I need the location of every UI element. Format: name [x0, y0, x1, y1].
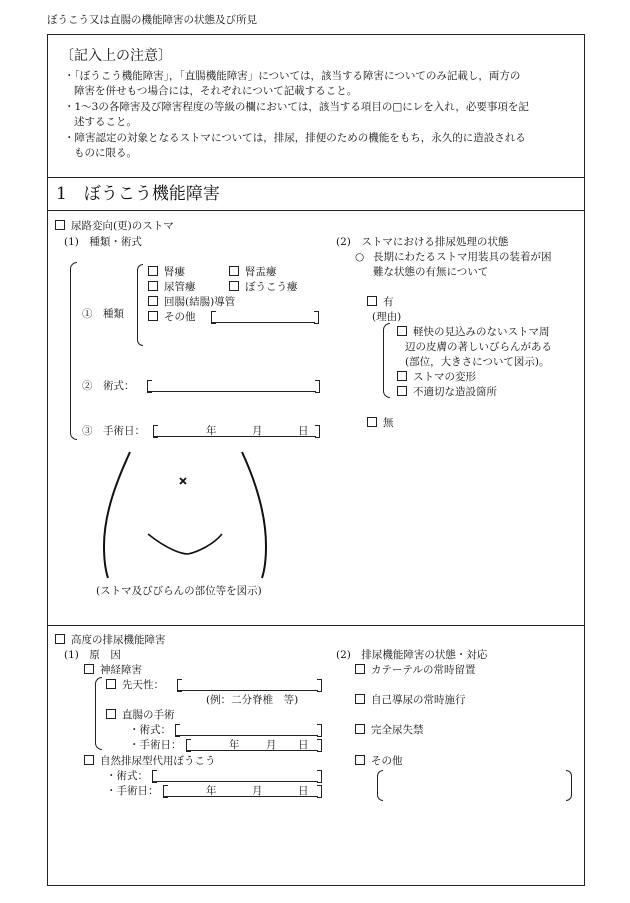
no-checkbox[interactable]	[367, 417, 377, 427]
option-pyelostomy: 腎盂瘻	[229, 265, 277, 279]
rectal-date-month: 月	[266, 739, 277, 751]
neuro-brace	[95, 677, 102, 750]
note-3-line-1: ・障害認定の対象となるストマについては，排尿，排便のための機能をもち，永久的に造設される	[64, 132, 526, 144]
natural-date-year: 年	[206, 785, 217, 797]
date-day-unit: 日	[298, 425, 309, 437]
state-subheading: (2) 排尿機能障害の状態・対応	[336, 649, 488, 661]
severe-heading: 高度の排尿機能障害	[55, 633, 166, 647]
note-1-line-1: ・「ぼうこう機能障害」，「直腸機能障害」については，該当する障害についてのみ記載し，両方の	[64, 70, 521, 82]
state-self-catheterization: 自己導尿の常時施行	[355, 693, 466, 707]
nephrostomy-checkbox[interactable]	[148, 266, 158, 276]
surgery-date-label: ③ 手術日：	[82, 425, 145, 437]
natural-method-label: ・術式：	[106, 770, 148, 782]
date-bracket-right	[315, 425, 320, 438]
other-type-bracket-right	[314, 311, 319, 324]
navel-mark	[180, 478, 186, 484]
natural-bladder-checkbox[interactable]	[84, 755, 94, 765]
method-field[interactable]	[148, 391, 316, 392]
reason-1: 軽快の見込みのないストマ周	[397, 325, 550, 339]
notes-heading: 〔記入上の注意〕	[60, 48, 172, 64]
option-nephrostomy: 腎瘻	[148, 265, 185, 279]
note-3-line-2: ものに限る。	[74, 147, 137, 159]
ureterostomy-checkbox[interactable]	[148, 281, 158, 291]
reason-1-line-2: 辺の皮膚の著しいびらんがある	[405, 341, 552, 353]
reason-erosion-checkbox[interactable]	[397, 326, 407, 336]
incontinence-checkbox[interactable]	[355, 724, 365, 734]
body-outline-right	[242, 452, 266, 578]
cystostomy-checkbox[interactable]	[229, 281, 239, 291]
catheter-checkbox[interactable]	[355, 664, 365, 674]
self-catheterization-checkbox[interactable]	[355, 694, 365, 704]
reason-3: 不適切な造設箇所	[397, 385, 497, 399]
other-state-bracket-left	[377, 770, 383, 801]
state-catheter: カテーテルの常時留置	[355, 663, 475, 677]
section-title: 1 ぼうこう機能障害	[56, 184, 220, 204]
congenital-example: (例：二分脊椎 等)	[206, 694, 299, 706]
option-ileal-conduit: 回腸(結腸)導管	[148, 295, 235, 309]
stoma-subheading-type: (1) 種類・術式	[64, 236, 142, 248]
rectal-method-field[interactable]	[176, 735, 318, 736]
natural-date-month: 月	[252, 785, 263, 797]
surgery-date-field[interactable]	[154, 436, 316, 437]
rectal-method-bracket-right	[317, 724, 322, 737]
divider-stoma	[47, 625, 584, 626]
document-title: ぼうこう又は直腸の機能障害の状態及び所見	[47, 14, 257, 26]
rectal-surgery-item: 直腸の手術	[106, 708, 175, 722]
other-type-field[interactable]	[212, 322, 315, 323]
reason-1-line-3: (部位，大きさについて図示)。	[405, 356, 550, 368]
question-line-2: 難な状態の有無について	[373, 266, 489, 278]
reason-placement-checkbox[interactable]	[397, 386, 407, 396]
answer-yes: 有	[367, 295, 394, 309]
congenital-bracket-right	[317, 679, 322, 692]
divider-notes	[47, 177, 584, 178]
natural-date-day: 日	[298, 785, 309, 797]
reason-brace	[383, 323, 390, 398]
diagram-caption: (ストマ及びびらんの部位等を図示)	[96, 585, 262, 597]
rectal-date-label: ・手術日：	[129, 739, 182, 751]
body-outline-left	[104, 452, 130, 578]
divider-section-title	[47, 210, 584, 211]
other-state-bracket-right	[566, 770, 572, 801]
rectal-surgery-checkbox[interactable]	[106, 709, 116, 719]
method-label: ② 術式：	[82, 380, 135, 392]
natural-date-bracket-right	[317, 785, 322, 798]
type-group-brace	[70, 262, 77, 440]
natural-date-label: ・手術日：	[106, 785, 159, 797]
note-2-line-1: ・1～3の各障害及び障害程度の等級の欄においては，該当する項目の□にレを入れ，必要事項を記	[64, 101, 529, 113]
date-year-unit: 年	[206, 425, 217, 437]
question-line-1: 長期にわたるストマ用装具の装着が困	[373, 251, 552, 263]
state-incontinence: 完全尿失禁	[355, 723, 424, 737]
rectal-date-bracket-right	[317, 739, 322, 752]
congenital-field[interactable]	[178, 690, 318, 691]
rectal-date-year: 年	[229, 739, 240, 751]
option-other: その他	[148, 310, 196, 324]
natural-method-field[interactable]	[153, 781, 318, 782]
stoma-heading: 尿路変向(更)のストマ	[55, 219, 174, 233]
natural-date-field[interactable]	[164, 796, 318, 797]
natural-bladder-item: 自然排尿型代用ぼうこう	[84, 754, 216, 768]
cause-subheading: (1) 原 因	[64, 649, 121, 661]
ileal-conduit-checkbox[interactable]	[148, 296, 158, 306]
rectal-method-label: ・術式：	[129, 724, 171, 736]
note-1-line-2: 障害を併せもつ場合には，それぞれについて記載すること。	[74, 85, 358, 97]
reason-2: ストマの変形	[397, 370, 476, 384]
groin-line	[148, 534, 222, 554]
state-other: その他	[355, 754, 403, 768]
body-diagram[interactable]	[96, 450, 286, 580]
neuro-item: 神経障害	[84, 663, 142, 677]
drainage-subheading: (2) ストマにおける排尿処理の状態	[336, 236, 509, 248]
stoma-checkbox[interactable]	[55, 220, 65, 230]
reason-deformation-checkbox[interactable]	[397, 371, 407, 381]
other-state-checkbox[interactable]	[355, 755, 365, 765]
severe-checkbox[interactable]	[55, 634, 65, 644]
neuro-checkbox[interactable]	[84, 664, 94, 674]
option-cystostomy: ぼうこう瘻	[229, 280, 298, 294]
note-2-line-2: 述すること。	[74, 116, 137, 128]
congenital-item: 先天性：	[106, 678, 164, 692]
question-mark: ○	[355, 251, 365, 263]
other-state-field[interactable]	[384, 772, 564, 798]
option-ureterostomy: 尿管瘻	[148, 280, 196, 294]
reason-label: (理由)	[372, 311, 402, 323]
congenital-checkbox[interactable]	[106, 679, 116, 689]
answer-no: 無	[367, 416, 394, 430]
yes-checkbox[interactable]	[367, 296, 377, 306]
pyelostomy-checkbox[interactable]	[229, 266, 239, 276]
natural-method-bracket-right	[317, 770, 322, 783]
method-bracket-right	[315, 380, 320, 393]
rectal-date-day: 日	[298, 739, 309, 751]
type-options-brace	[137, 264, 143, 346]
other-type-checkbox[interactable]	[148, 311, 158, 321]
type-label: ① 種類	[82, 308, 124, 320]
date-month-unit: 月	[252, 425, 263, 437]
